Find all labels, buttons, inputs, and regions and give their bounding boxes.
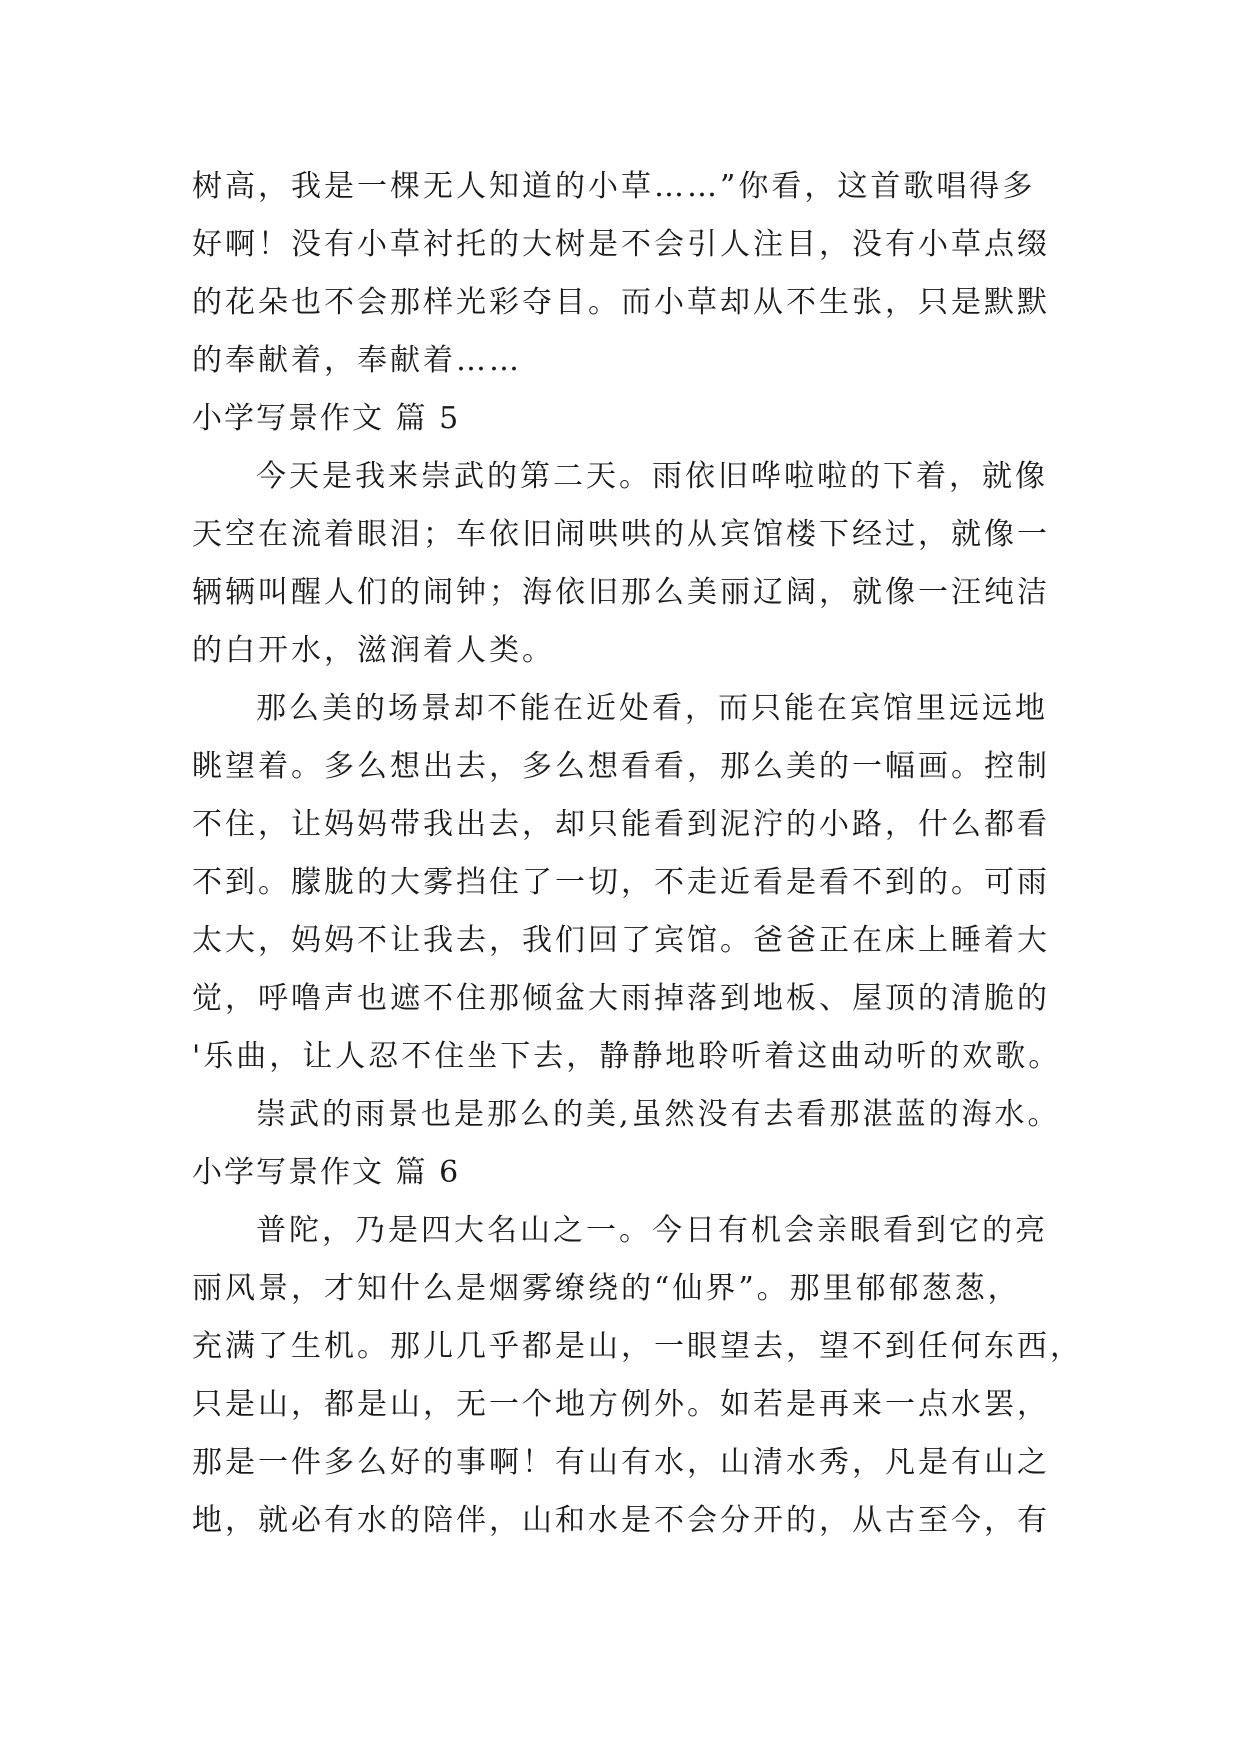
text-line: 那是一件多么好的事啊！有山有水，山清水秀，凡是有山之 <box>192 1445 1050 1480</box>
paragraph <box>192 680 1072 1086</box>
section-5 <box>192 390 1072 1144</box>
text-line: '乐曲，让人忍不住坐下去，静静地聆听着这曲动听的欢歌。 <box>192 1039 1062 1074</box>
text-line: 充满了生机。那儿几乎都是山，一眼望去，望不到任何东西， <box>192 1329 1083 1364</box>
text-line: 的花朵也不会那样光彩夺目。而小草却从不生张，只是默默 <box>192 285 1050 320</box>
text-line: 的奉献着，奉献着…… <box>192 343 522 378</box>
text-line: 不到。朦胧的大雾挡住了一切，不走近看是看不到的。可雨 <box>192 865 1050 900</box>
text-line: 辆辆叫醒人们的闹钟；海依旧那么美丽辽阔，就像一汪纯洁 <box>192 575 1050 610</box>
text-line: 丽风景，才知什么是烟雾缭绕的“仙界”。那里郁郁葱葱， <box>192 1271 1021 1306</box>
section-6 <box>192 1144 1083 1550</box>
text-line: 地，就必有水的陪伴，山和水是不会分开的，从古至今，有 <box>192 1503 1050 1538</box>
text-line: 太大，妈妈不让我去，我们回了宾馆。爸爸正在床上睡着大 <box>192 923 1050 958</box>
text-line: 觉，呼噜声也遮不住那倾盆大雨掉落到地板、屋顶的清脆的 <box>192 981 1050 1016</box>
text-line: 普陀，乃是四大名山之一。今日有机会亲眼看到它的亮 <box>256 1213 1048 1248</box>
section-heading: 小学写景作文 篇 6 <box>192 1155 461 1190</box>
section-heading: 小学写景作文 篇 5 <box>192 401 461 436</box>
text-line: 的白开水，滋润着人类。 <box>192 633 555 668</box>
text-line: 好啊！没有小草衬托的大树是不会引人注目，没有小草点缀 <box>192 227 1050 262</box>
intro-paragraph <box>192 158 1072 390</box>
paragraph <box>192 1086 1072 1144</box>
paragraph <box>192 1202 1083 1550</box>
text-line: 树高，我是一棵无人知道的小草……”你看，这首歌唱得多 <box>192 169 1036 204</box>
text-line: 不住，让妈妈带我出去，却只能看到泥泞的小路，什么都看 <box>192 807 1050 842</box>
text-line: 那么美的场景却不能在近处看，而只能在宾馆里远远地 <box>256 691 1048 726</box>
text-line: 今天是我来崇武的第二天。雨依旧哗啦啦的下着，就像 <box>256 459 1048 494</box>
text-line: 眺望着。多么想出去，多么想看看，那么美的一幅画。控制 <box>192 749 1050 784</box>
document-body <box>192 158 1083 1550</box>
text-line: 只是山，都是山，无一个地方例外。如若是再来一点水罢， <box>192 1387 1050 1422</box>
text-line: 天空在流着眼泪；车依旧闹哄哄的从宾馆楼下经过，就像一 <box>192 517 1050 552</box>
text-line: 崇武的雨景也是那么的美,虽然没有去看那湛蓝的海水。 <box>256 1097 1061 1132</box>
paragraph <box>192 448 1072 680</box>
